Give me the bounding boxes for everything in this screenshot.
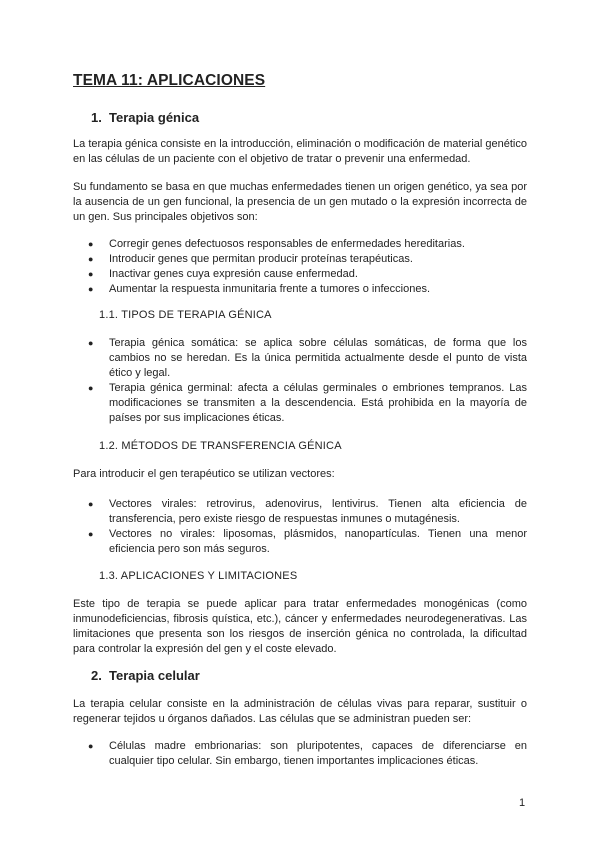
- list-item: ● Vectores virales: retrovirus, adenovirus, lentivirus. Tienen alta eficiencia de transferencia, pero existe riesgo de respuestas inmunes o mutagénesis.: [88, 498, 527, 525]
- section-1-fundamento: Su fundamento se basa en que muchas enfermedades tienen un origen genético, ya sea por la ausencia de un gen funcional, la presencia de un gen mutado o la expresión incorrecta de un gen. Sus principales objetivos son:: [73, 181, 527, 223]
- bullet-icon: ●: [88, 338, 94, 348]
- list-item: ● Aumentar la respuesta inmunitaria frente a tumores o infecciones.: [88, 283, 430, 295]
- bullet-icon: ●: [88, 269, 94, 279]
- section-2-intro: La terapia celular consiste en la administración de células vivas para reparar, sustituir o regenerar tejidos u órganos dañados. Las células que se administran pueden ser:: [73, 698, 527, 725]
- section-1-title: Terapia génica: [109, 110, 200, 125]
- section-2-number: 2.: [91, 668, 102, 683]
- list-item: ● Inactivar genes cuya expresión cause enfermedad.: [88, 268, 358, 280]
- list-item: ● Terapia génica somática: se aplica sobre células somáticas, de forma que los cambios no se heredan. Es la única permitida actualmente desde el punto de vista ético y legal.: [88, 337, 527, 379]
- page-number: 1: [519, 797, 526, 809]
- bullet-icon: ●: [88, 254, 94, 264]
- bullet-icon: ●: [88, 529, 94, 539]
- objectives-list: [73, 237, 527, 297]
- bullet-icon: ●: [88, 499, 94, 509]
- subsection-1-3-text: Este tipo de terapia se puede aplicar para tratar enfermedades monogénicas (como inmunodeficiencias, fibrosis quística, etc.), cáncer y enfermedades neurodegenerativas. Las limitaciones que presenta son los riesgos de inserción génica no controlada, la dificultad para controlar la expresión del gen y el coste elevado.: [73, 598, 527, 655]
- section-2-heading: [91, 668, 200, 683]
- subsection-1-3-heading: 1.3. APLICACIONES Y LIMITACIONES: [99, 570, 298, 582]
- list-item: ● Introducir genes que permitan producir proteínas terapéuticas.: [88, 253, 413, 265]
- list-item: ● Terapia génica germinal: afecta a células germinales o embriones tempranos. Las modificaciones se transmiten a la descendencia. Está prohibida en la mayoría de países por sus implicaciones éticas.: [88, 382, 527, 424]
- bullet-icon: ●: [88, 741, 94, 751]
- section-2-title: Terapia celular: [109, 668, 200, 683]
- list-item: ● Células madre embrionarias: son pluripotentes, capaces de diferenciarse en cualquier tipo celular. Sin embargo, tienen importantes implicaciones éticas.: [88, 740, 527, 767]
- bullet-icon: ●: [88, 239, 94, 249]
- section-1-number: 1.: [91, 110, 102, 125]
- section-1-heading: [91, 110, 199, 125]
- vectors-list: [73, 497, 527, 557]
- subsection-1-2-heading: 1.2. MÉTODOS DE TRANSFERENCIA GÉNICA: [99, 440, 342, 452]
- subsection-1-1-heading: 1.1. TIPOS DE TERAPIA GÉNICA: [99, 309, 272, 321]
- cell-types-list: [73, 739, 527, 769]
- subsection-1-2-intro: Para introducir el gen terapéutico se utilizan vectores:: [73, 468, 335, 480]
- section-1-intro: La terapia génica consiste en la introducción, eliminación o modificación de material genético en las células de un paciente con el objetivo de tratar o prevenir una enfermedad.: [73, 138, 527, 165]
- page-title: TEMA 11: APLICACIONES: [73, 72, 266, 89]
- list-item: ● Vectores no virales: liposomas, plásmidos, nanopartículas. Tienen una menor eficiencia pero son más seguros.: [88, 528, 527, 555]
- bullet-icon: ●: [88, 284, 94, 294]
- therapy-types-list: [73, 336, 527, 426]
- list-item: ● Corregir genes defectuosos responsables de enfermedades hereditarias.: [88, 238, 465, 250]
- bullet-icon: ●: [88, 383, 94, 393]
